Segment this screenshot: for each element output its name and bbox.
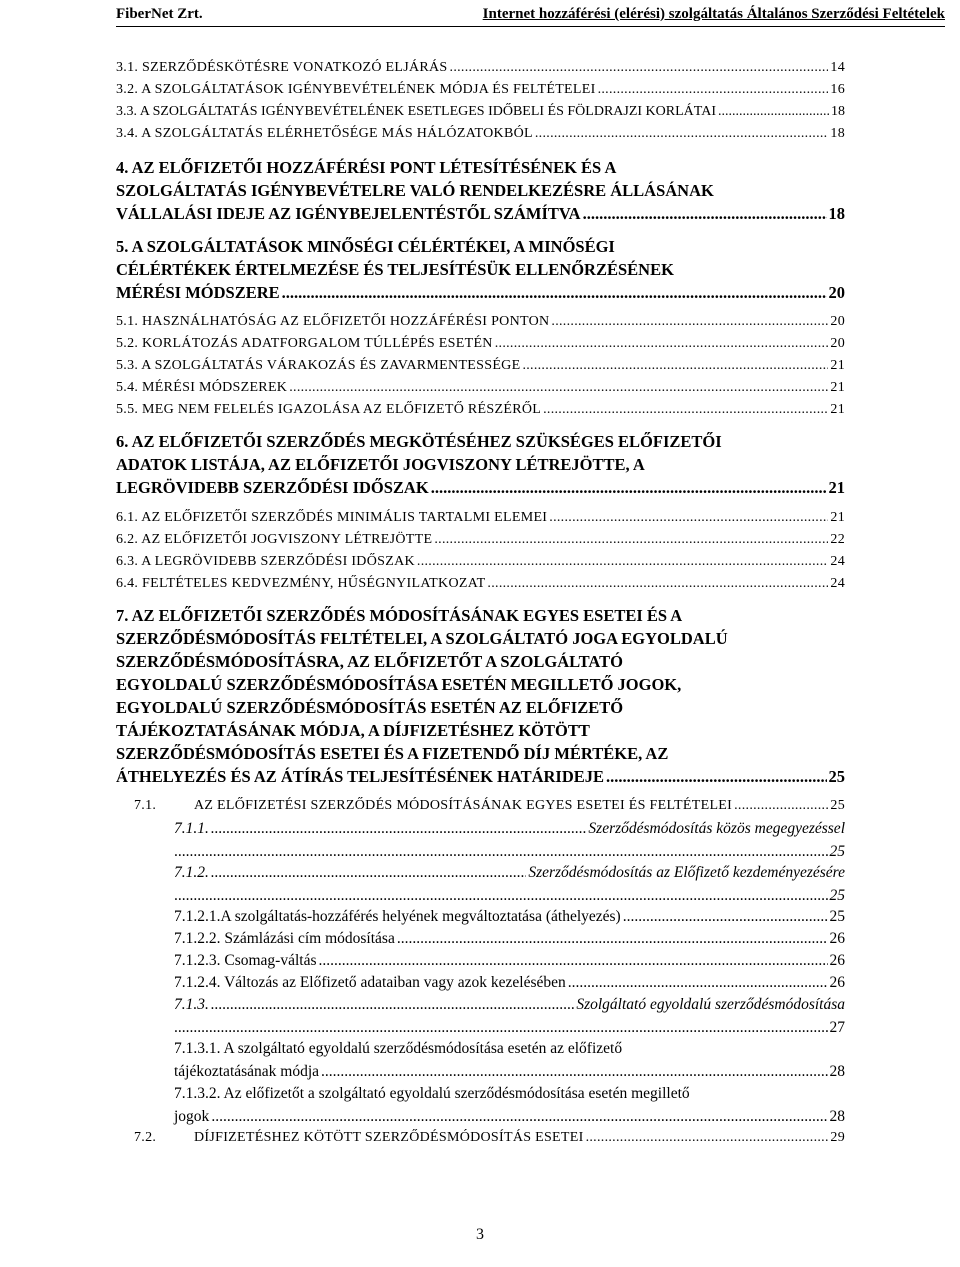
toc-section-7-line2: SZERZŐDÉSMÓDOSÍTÁS FELTÉTELEI, A SZOLGÁLTATÓ JOGA EGYOLDALÚ (116, 629, 728, 648)
toc-number: 7.1.2. (174, 864, 209, 881)
toc-section-5[interactable] (116, 283, 845, 303)
toc-title: A LEGRÖVIDEBB SZERZŐDÉSI IDŐSZAK (141, 554, 415, 569)
toc-section-7-line1: 7. AZ ELŐFIZETŐI SZERZŐDÉS MÓDOSÍTÁSÁNAK EGYES ESETEI ÉS A (116, 606, 683, 625)
leader-dots (535, 126, 829, 142)
leader-dots (522, 358, 828, 374)
toc-entry-7-1-2-3[interactable] (174, 952, 845, 970)
toc-page: 21 (830, 358, 845, 373)
toc-title: DÍJFIZETÉSHEZ KÖTÖTT SZERZŐDÉSMÓDOSÍTÁS ESETEI (194, 1130, 584, 1145)
toc-title: AZ ELŐFIZETŐI JOGVISZONY LÉTREJÖTTE (141, 532, 433, 547)
toc-entry-3-4[interactable] (116, 126, 845, 142)
leader-dots (487, 576, 828, 592)
toc-entry-5-3[interactable] (116, 358, 845, 374)
toc-title: Szerződésmódosítás az Előfizető kezdeményezésére (528, 864, 845, 881)
toc-section-5-line1: 5. A SZOLGÁLTATÁSOK MINŐSÉGI CÉLÉRTÉKEI, A MINŐSÉGI (116, 237, 615, 256)
toc-page: 20 (830, 314, 845, 329)
toc-entry-7-1-2[interactable] (174, 864, 845, 882)
toc-title: 7.1.2.3. Csomag-váltás (174, 952, 317, 969)
leader-dots (174, 1019, 828, 1037)
toc-entry-7-1-2-4[interactable] (174, 974, 845, 992)
toc-page: 21 (830, 402, 845, 417)
page-header (0, 0, 960, 34)
toc-number: 3.2. (116, 82, 139, 97)
toc-title: KORLÁTOZÁS ADATFORGALOM TÚLLÉPÉS ESETÉN (142, 336, 493, 351)
toc-section-4-line1: 4. AZ ELŐFIZETŐI HOZZÁFÉRÉSI PONT LÉTESÍTÉSÉNEK ÉS A (116, 158, 617, 177)
toc-title: MEG NEM FELELÉS IGAZOLÁSA AZ ELŐFIZETŐ RÉSZÉRŐL (142, 402, 542, 417)
leader-dots (434, 532, 828, 548)
toc-entry-7-1-3-2-line1: 7.1.3.2. Az előfizetőt a szolgáltató egyoldalú szerződésmódosítása esetén megillető (174, 1085, 690, 1102)
toc-entry-7-1[interactable] (134, 798, 845, 814)
toc-title: A SZOLGÁLTATÁS IGÉNYBEVÉTELÉNEK ESETLEGES IDŐBELI ÉS FÖLDRAJZI KORLÁTAI (139, 104, 716, 119)
toc-entry-3-1[interactable] (116, 60, 845, 76)
leader-dots (606, 767, 826, 787)
leader-dots (583, 204, 827, 224)
toc-title: 7.1.2.1.A szolgáltatás-hozzáférés helyének megváltoztatása (áthelyezés) (174, 908, 621, 925)
leader-dots (211, 864, 526, 882)
toc-page: 20 (828, 283, 845, 302)
leader-dots (734, 798, 828, 814)
toc-number: 6.2. (116, 532, 139, 547)
toc-title: A SZOLGÁLTATÁSOK IGÉNYBEVÉTELÉNEK MÓDJA ÉS FELTÉTELEI (141, 82, 596, 97)
leader-dots (623, 908, 828, 926)
toc-number: 6.3. (116, 554, 139, 569)
toc-section-4-line2: SZOLGÁLTATÁS IGÉNYBEVÉTELRE VALÓ RENDELKEZÉSRE ÁLLÁSÁNAK (116, 181, 714, 200)
leader-dots (549, 510, 828, 526)
toc-section-7-line5: EGYOLDALÚ SZERZŐDÉSMÓDOSÍTÁS ESETÉN AZ ELŐFIZETŐ (116, 698, 624, 717)
toc-page: 25 (829, 908, 845, 925)
toc-number: 6.1. (116, 510, 139, 525)
toc-page: 26 (829, 974, 845, 991)
leader-dots (397, 930, 828, 948)
toc-entry-7-2[interactable] (134, 1130, 845, 1146)
toc-section-7-line7: SZERZŐDÉSMÓDOSÍTÁS ESETEI ÉS A FIZETENDŐ DÍJ MÉRTÉKE, AZ (116, 744, 669, 763)
toc-page: 28 (829, 1108, 845, 1125)
leader-dots (211, 820, 587, 838)
toc-title: MÉRÉSI MÓDSZERE (116, 283, 280, 302)
toc-number: 7.1.3. (174, 996, 209, 1013)
toc-page: 24 (830, 554, 845, 569)
toc-number: 3.4. (116, 126, 139, 141)
leader-dots (174, 887, 828, 905)
toc-page: 16 (830, 82, 845, 97)
toc-title: Szolgáltató egyoldalú szerződésmódosítása (576, 996, 845, 1013)
toc-entry-3-3[interactable] (116, 104, 845, 120)
toc-title: jogok (174, 1108, 210, 1125)
toc-number: 6.4. (116, 576, 139, 591)
toc-page: 20 (830, 336, 845, 351)
toc-entry-7-1-3-page (174, 1019, 845, 1037)
toc-number: 5.4. (116, 380, 139, 395)
toc-title: 7.1.2.2. Számlázási cím módosítása (174, 930, 395, 947)
toc-section-5-line2: CÉLÉRTÉKEK ÉRTELMEZÉSE ÉS TELJESÍTÉSÜK ELLENŐRZÉSÉNEK (116, 260, 674, 279)
toc-section-4[interactable] (116, 204, 845, 224)
toc-title: HASZNÁLHATÓSÁG AZ ELŐFIZETŐI HOZZÁFÉRÉSI PONTON (142, 314, 550, 329)
toc-number: 5.5. (116, 402, 139, 417)
toc-entry-5-4[interactable] (116, 380, 845, 396)
toc-page: 26 (829, 952, 845, 969)
toc-page: 25 (830, 798, 845, 813)
leader-dots (568, 974, 828, 992)
toc-number: 7.2. (134, 1130, 157, 1145)
leader-dots (319, 952, 828, 970)
toc-number: 5.1. (116, 314, 139, 329)
toc-entry-5-5[interactable] (116, 402, 845, 418)
toc-section-7-line4: EGYOLDALÚ SZERZŐDÉSMÓDOSÍTÁSA ESETÉN MEGILLETŐ JOGOK, (116, 675, 682, 694)
document-title: Internet hozzáférési (elérési) szolgáltatás Általános Szerződési Feltételek (482, 6, 945, 22)
leader-dots (174, 843, 828, 861)
toc-page: 29 (830, 1130, 845, 1145)
leader-dots (551, 314, 828, 330)
toc-title: A SZOLGÁLTATÁS ELÉRHETŐSÉGE MÁS HÁLÓZATOKBÓL (141, 126, 533, 141)
toc-page: 21 (828, 478, 845, 497)
toc-entry-6-1[interactable] (116, 510, 845, 526)
page-number: 3 (476, 1226, 484, 1243)
toc-page: 25 (829, 887, 845, 904)
leader-dots (417, 554, 829, 570)
toc-title: AZ ELŐFIZETŐI SZERZŐDÉS MINIMÁLIS TARTALMI ELEMEI (141, 510, 548, 525)
toc-title: ÁTHELYEZÉS ÉS AZ ÁTÍRÁS TELJESÍTÉSÉNEK HATÁRIDEJE (116, 767, 605, 786)
toc-title: Szerződésmódosítás közös megegyezéssel (588, 820, 845, 837)
leader-dots (495, 336, 829, 352)
leader-dots (450, 60, 829, 76)
toc-section-7-line3: SZERZŐDÉSMÓDOSÍTÁSRA, AZ ELŐFIZETŐT A SZOLGÁLTATÓ (116, 652, 623, 671)
toc-section-7[interactable] (116, 767, 845, 787)
toc-title: AZ ELŐFIZETÉSI SZERZŐDÉS MÓDOSÍTÁSÁNAK EGYES ESETEI ÉS FELTÉTELEI (194, 798, 733, 813)
toc-number: 7.1. (134, 798, 157, 813)
toc-page: 21 (830, 380, 845, 395)
toc-entry-6-4[interactable] (116, 576, 845, 592)
toc-entry-5-2[interactable] (116, 336, 845, 352)
toc-title: VÁLLALÁSI IDEJE AZ IGÉNYBEJELENTÉSTŐL SZÁMÍTVA (116, 204, 581, 223)
toc-number: 3.3. (116, 104, 137, 119)
toc-entry-7-1-3-1[interactable] (174, 1063, 845, 1081)
toc-title: LEGRÖVIDEBB SZERZŐDÉSI IDŐSZAK (116, 478, 429, 497)
leader-dots (211, 996, 574, 1014)
leader-dots (282, 283, 827, 303)
toc-title: MÉRÉSI MÓDSZEREK (142, 380, 288, 395)
leader-dots (586, 1130, 829, 1146)
leader-dots (431, 478, 827, 498)
leader-dots (321, 1063, 827, 1081)
toc-page: 18 (830, 126, 845, 141)
toc-page: 14 (830, 60, 845, 75)
toc-section-6-line2: ADATOK LISTÁJA, AZ ELŐFIZETŐI JOGVISZONY LÉTREJÖTTE, A (116, 455, 645, 474)
toc-number: 5.2. (116, 336, 139, 351)
toc-page: 26 (829, 930, 845, 947)
toc-number: 5.3. (116, 358, 139, 373)
toc-entry-7-1-2-1[interactable] (174, 908, 845, 926)
toc-page: 27 (829, 1019, 845, 1036)
header-rule (116, 26, 945, 27)
toc-page: 25 (828, 767, 845, 786)
toc-entry-7-1-3-1-line1: 7.1.3.1. A szolgáltató egyoldalú szerződésmódosítása esetén az előfizető (174, 1040, 623, 1057)
leader-dots (598, 82, 829, 98)
toc-page: 18 (831, 104, 845, 119)
toc-section-6-line1: 6. AZ ELŐFIZETŐI SZERZŐDÉS MEGKÖTÉSÉHEZ SZÜKSÉGES ELŐFIZETŐI (116, 432, 722, 451)
company-name: FiberNet Zrt. (116, 6, 203, 22)
toc-title: FELTÉTELES KEDVEZMÉNY, HŰSÉGNYILATKOZAT (142, 576, 486, 591)
toc-title: SZERZŐDÉSKÖTÉSRE VONATKOZÓ ELJÁRÁS (142, 60, 448, 75)
toc-number: 7.1.1. (174, 820, 209, 837)
toc-entry-5-1[interactable] (116, 314, 845, 330)
toc-title: tájékoztatásának módja (174, 1063, 320, 1080)
toc-page: 28 (829, 1063, 845, 1080)
leader-dots (543, 402, 828, 418)
leader-dots (289, 380, 828, 396)
toc-entry-7-1-2-2[interactable] (174, 930, 845, 948)
toc-page: 25 (829, 843, 845, 860)
toc-section-7-line6: TÁJÉKOZTATÁSÁNAK MÓDJA, A DÍJFIZETÉSHEZ KÖTÖTT (116, 721, 590, 740)
toc-entry-3-2[interactable] (116, 82, 845, 98)
toc-page: 24 (830, 576, 845, 591)
toc-page: 22 (830, 532, 845, 547)
toc-number: 3.1. (116, 60, 139, 75)
toc-title: 7.1.2.4. Változás az Előfizető adataiban vagy azok kezelésében (174, 974, 566, 991)
toc-entry-7-1-2-page (174, 887, 845, 905)
toc-entry-6-2[interactable] (116, 532, 845, 548)
toc-entry-7-1-1-page (174, 843, 845, 861)
toc-section-6[interactable] (116, 478, 845, 498)
leader-dots (211, 1108, 827, 1126)
toc-entry-7-1-3-2[interactable] (174, 1108, 845, 1126)
toc-page: 18 (828, 204, 845, 223)
toc-entry-6-3[interactable] (116, 554, 845, 570)
leader-dots (718, 104, 829, 120)
toc-page: 21 (830, 510, 845, 525)
toc-entry-7-1-1[interactable] (174, 820, 845, 838)
toc-entry-7-1-3[interactable] (174, 996, 845, 1014)
toc-title: A SZOLGÁLTATÁS VÁRAKOZÁS ÉS ZAVARMENTESSÉGE (141, 358, 521, 373)
